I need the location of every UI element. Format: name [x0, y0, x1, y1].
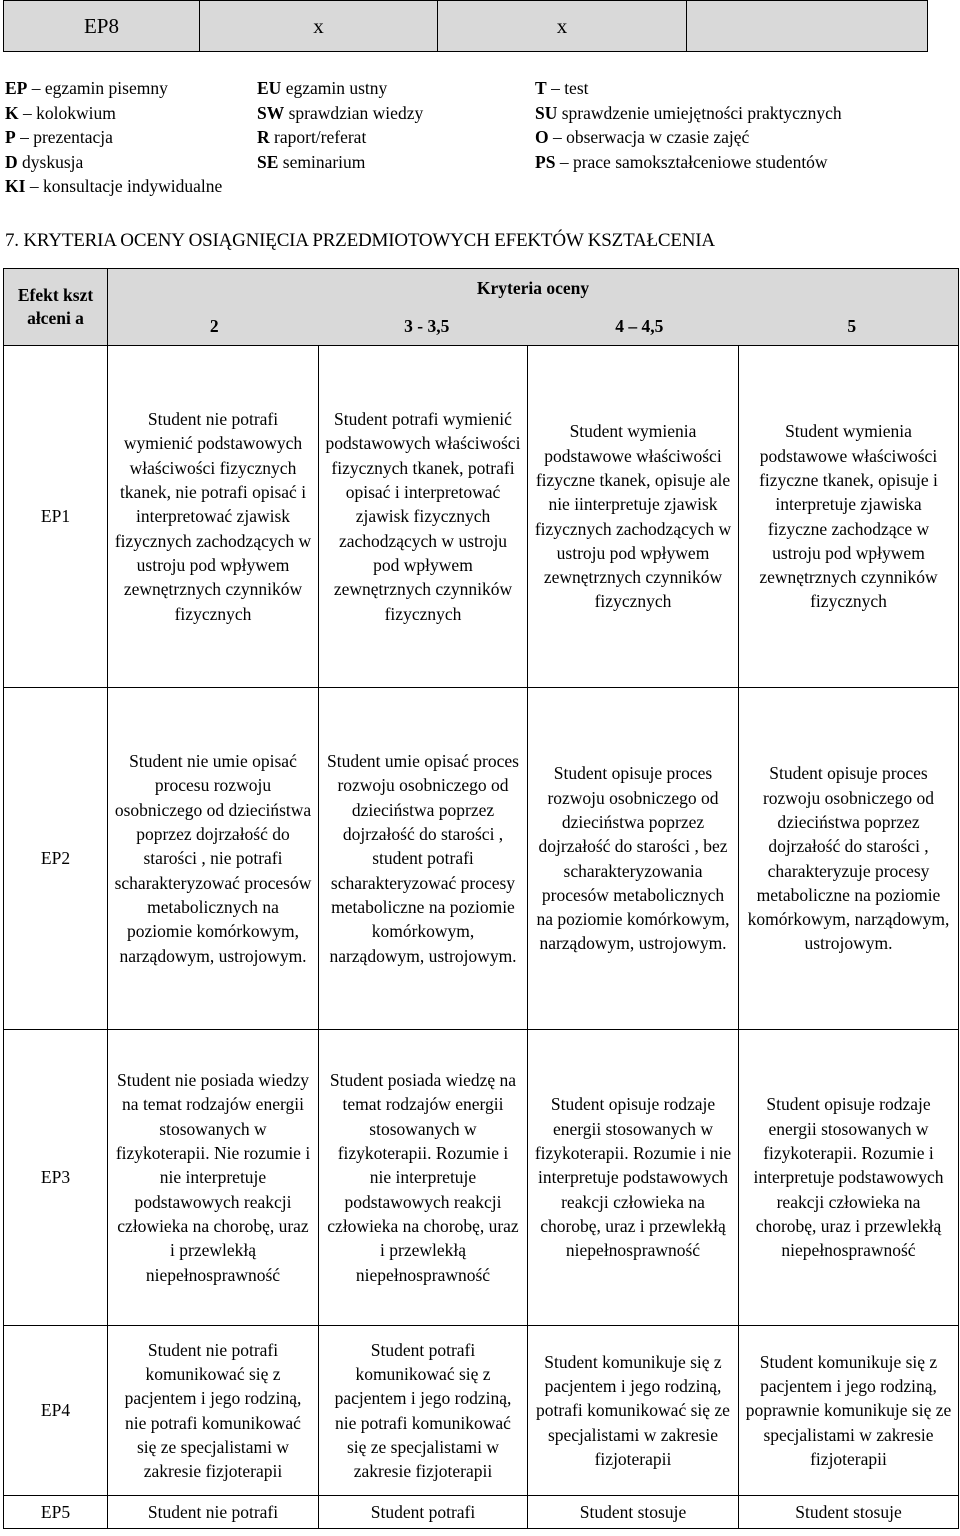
legend-name: sprawdzian wiedzy — [288, 102, 424, 123]
criteria-cell — [528, 1030, 739, 1326]
effect-code: EP1 — [4, 346, 108, 688]
criteria-text: Student stosuje — [579, 1501, 687, 1522]
criteria-cell — [319, 1030, 528, 1326]
legend-code: SU — [535, 102, 558, 123]
criteria-text: Student opisuje rodzaje energii stosowanych w fizykoterapii. Rozumie i nie interpretuje podstawowych reakcji człowieka na chorobę, uraz i przewlekłą niepełnosprawność — [534, 1094, 732, 1261]
criteria-cell — [528, 346, 739, 688]
section-title: 7. KRYTERIA OCENY OSIĄGNIĘCIA PRZEDMIOTOWYCH EFEKTÓW KSZTAŁCENIA — [5, 230, 715, 251]
legend-row: D dyskusja SE seminarium PS – prace samokształceniowe studentów — [5, 151, 828, 172]
mark-cell-1: x — [200, 1, 438, 51]
legend-code: EP — [5, 78, 28, 98]
grade-3: 3 - 3,5 — [404, 315, 450, 336]
legend-name: seminarium — [282, 151, 366, 172]
criteria-cell — [108, 346, 319, 688]
grade-5: 5 — [847, 315, 857, 336]
legend-name: prace samokształceniowe studentów — [572, 151, 828, 172]
legend-code: SW — [257, 102, 285, 123]
legend-code: D — [5, 151, 18, 172]
criteria-text: Student stosuje — [795, 1501, 902, 1522]
criteria-cell — [528, 688, 739, 1030]
legend-code: O — [535, 127, 549, 147]
criteria-cell — [739, 1496, 959, 1529]
legend-code: SE — [257, 151, 279, 172]
criteria-text: Student umie opisać proces rozwoju osobniczego od dzieciństwa poprzez dojrzałość do starości , student potrafi scharakteryzować procesy metaboliczne na poziomie komórkowym, narządowym, ustrojowym. — [327, 751, 519, 966]
header-efekt-label: Efekt kształceni a — [17, 285, 94, 328]
criteria-cell — [108, 1030, 319, 1326]
criteria-cell — [108, 1496, 319, 1529]
legend-row: KI – konsultacje indywidualne — [5, 176, 223, 196]
criteria-cell — [108, 688, 319, 1030]
header-grades — [108, 307, 959, 346]
criteria-cell — [319, 688, 528, 1030]
legend-row: EP – egzamin pisemny EU egzamin ustny T – test — [5, 78, 589, 98]
legend-code: P — [5, 127, 16, 147]
effect-code: EP2 — [4, 688, 108, 1030]
legend-name: dyskusja — [22, 151, 84, 172]
course-code-row — [3, 0, 928, 52]
legend-name: sprawdzenie umiejętności praktycznych — [561, 102, 842, 123]
table-row — [4, 346, 959, 688]
criteria-cell — [319, 1496, 528, 1529]
table-header-row — [4, 269, 959, 308]
criteria-text: Student opisuje proces rozwoju osobniczego od dzieciństwa poprzez dojrzałość do starości , charakteryzuje procesy metaboliczne na poziomie komórkowym, narządowym, ustrojowym. — [747, 763, 950, 954]
legend-name: kolokwium — [36, 102, 116, 123]
table-grades-row — [4, 307, 959, 346]
criteria-table — [3, 268, 959, 1529]
criteria-text: Student nie umie opisać procesu rozwoju osobniczego od dzieciństwa poprzez dojrzałość do starości , nie potrafi scharakteryzować procesów metabolicznych na poziomie komórkowym, narządowym, ustrojowym. — [114, 751, 312, 966]
legend-code: K — [5, 102, 19, 123]
criteria-cell — [319, 1326, 528, 1496]
criteria-cell — [739, 346, 959, 688]
table-row — [4, 1496, 959, 1529]
table-row — [4, 688, 959, 1030]
legend-name: egzamin pisemny — [44, 78, 168, 98]
legend-code: PS — [535, 151, 556, 172]
legend-name: test — [564, 78, 589, 98]
criteria-cell — [739, 1030, 959, 1326]
table-row — [4, 1326, 959, 1496]
effect-code: EP4 — [4, 1326, 108, 1496]
abbreviation-legend — [5, 76, 955, 199]
effect-code: EP5 — [4, 1496, 108, 1529]
legend-name: raport/referat — [274, 127, 367, 147]
criteria-text: Student potrafi — [370, 1501, 476, 1522]
criteria-text: Student komunikuje się z pacjentem i jego rodziną, poprawnie komunikuje się ze specjalistami w zakresie fizjoterapii — [745, 1351, 952, 1469]
legend-code: KI — [5, 176, 26, 196]
criteria-text: Student nie potrafi wymienić podstawowych właściwości fizycznych tkanek, nie potrafi opisać i interpretować zjawisk fizycznych zachodzących w ustroju pod wpływem zewnętrznych czynników fizycznych — [114, 409, 312, 624]
criteria-text: Student wymienia podstawowe właściwości fizyczne tkanek, opisuje i interpretuje zjawiska fizyczne zachodzące w ustroju pod wpływem zewnętrznych czynników fizycznych — [759, 421, 938, 612]
mark-cell-2: x — [438, 1, 687, 51]
legend-code: T — [535, 78, 547, 98]
criteria-cell — [108, 1326, 319, 1496]
criteria-text: Student nie posiada wiedzy na temat rodzajów energii stosowanych w fizykoterapii. Nie rozumie i nie interpretuje podstawowych reakcji człowieka na chorobę, uraz i przewlekłą niepełnosprawność — [115, 1070, 311, 1285]
mark-cell-3 — [687, 1, 927, 51]
criteria-cell — [739, 688, 959, 1030]
criteria-text: Student komunikuje się z pacjentem i jego rodziną, potrafi komunikować się ze specjalistami w zakresie fizjoterapii — [536, 1351, 730, 1469]
criteria-text: Student nie potrafi — [147, 1501, 279, 1522]
criteria-text: Student potrafi komunikować się z pacjentem i jego rodziną, nie potrafi komunikować się ze specjalistami w zakresie fizjoterapii — [334, 1339, 512, 1482]
criteria-text: Student opisuje rodzaje energii stosowanych w fizykoterapii. Rozumie i interpretuje podstawowych reakcji człowieka na chorobę, uraz i przewlekłą niepełnosprawność — [753, 1094, 944, 1261]
criteria-cell — [528, 1496, 739, 1529]
criteria-cell — [319, 346, 528, 688]
legend-row: K – kolokwium SW sprawdzian wiedzy SU sprawdzenie umiejętności praktycznych — [5, 102, 842, 123]
criteria-text: Student opisuje proces rozwoju osobniczego od dzieciństwa poprzez dojrzałość do starości , bez scharakteryzowania procesów metabolicznych na poziomie komórkowym, narządowym, ustrojowym. — [536, 763, 730, 954]
grade-2: 2 — [209, 315, 219, 336]
legend-row: P – prezentacja R raport/referat O – obserwacja w czasie zajęć — [5, 127, 750, 147]
legend-code: R — [257, 127, 270, 147]
header-efekt — [4, 269, 108, 346]
table-row — [4, 1030, 959, 1326]
criteria-text: Student potrafi wymienić podstawowych właściwości fizycznych tkanek, potrafi opisać i interpretować zjawisk fizycznych zachodzących w ustroju pod wpływem zewnętrznych czynników fizycznych — [325, 409, 521, 624]
legend-name: prezentacja — [33, 127, 113, 147]
criteria-text: Student nie potrafi komunikować się z pacjentem i jego rodziną, nie potrafi komunikować się ze specjalistami w zakresie fizjoterapii — [124, 1339, 302, 1482]
criteria-cell — [528, 1326, 739, 1496]
criteria-cell — [739, 1326, 959, 1496]
header-kryteria: Kryteria oceny — [108, 269, 959, 308]
criteria-text: Student wymienia podstawowe właściwości fizyczne tkanek, opisuje ale nie iinterpretuje zjawisk fizycznych zachodzących w ustroju pod wpływem zewnętrznych czynników fizycznych — [534, 421, 732, 612]
legend-name: egzamin ustny — [285, 78, 388, 98]
legend-code: EU — [257, 78, 282, 98]
grade-4: 4 – 4,5 — [615, 315, 664, 336]
legend-name: konsultacje indywidualne — [42, 176, 223, 196]
legend-name: obserwacja w czasie zajęć — [566, 127, 750, 147]
course-code-cell: EP8 — [4, 1, 200, 51]
criteria-text: Student posiada wiedzę na temat rodzajów energii stosowanych w fizykoterapii. Rozumie i nie interpretuje podstawowych reakcji człowieka na chorobę, uraz i przewlekłą niepełnosprawność — [327, 1070, 519, 1285]
effect-code: EP3 — [4, 1030, 108, 1326]
